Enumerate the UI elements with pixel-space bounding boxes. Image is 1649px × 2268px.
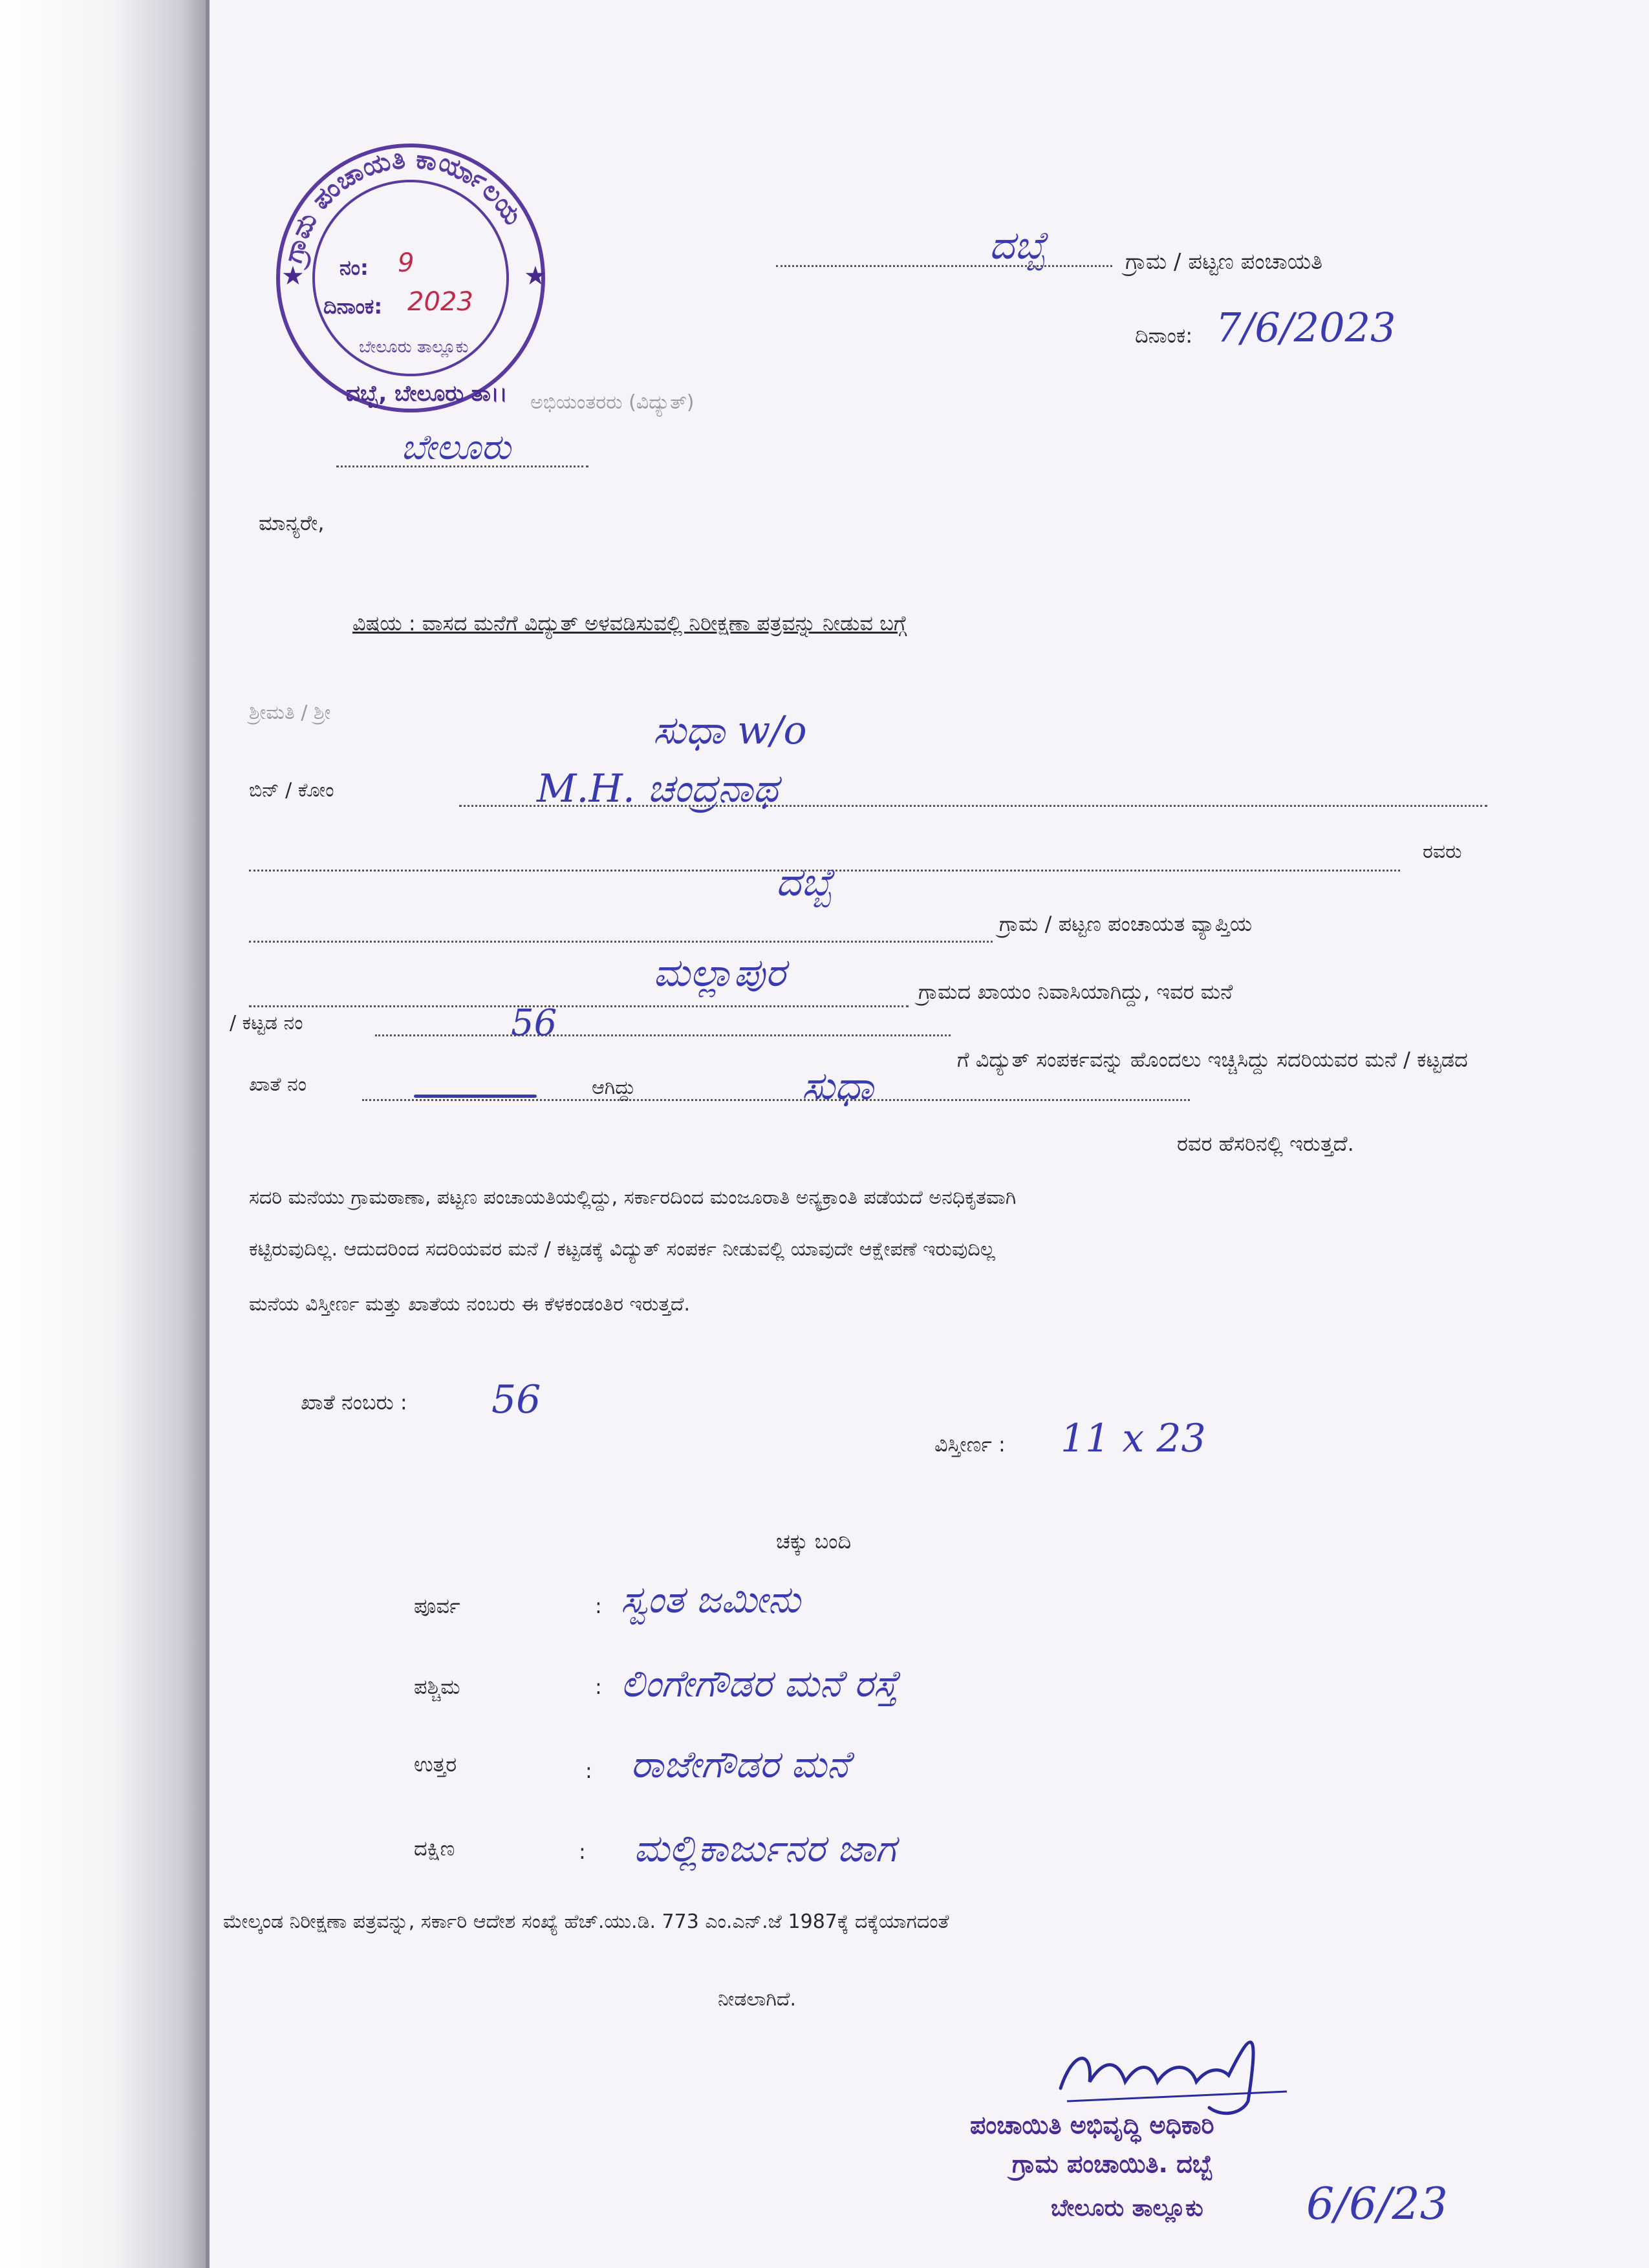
boundary-value-west: ಲಿಂಗೇಗೌಡರ ಮನೆ ರಸ್ತೆ [621,1662,898,1706]
signatory-date: 6/6/23 [1306,2179,1448,2230]
addressee-line2: ಬೇಲೂರು [401,427,511,467]
seal-date-value: 2023 [407,287,473,317]
building-label: / ಕಟ್ಟಡ ನಂ [230,1012,303,1034]
boundary-value-north: ರಾಜೇಗೌಡರ ಮನೆ [630,1742,849,1786]
khata-dotline [362,1099,1190,1101]
owner-line: ರವರ ಹೆಸರಿನಲ್ಲಿ ಇರುತ್ತದೆ. [1177,1131,1354,1156]
khata-number-value: 56 [491,1377,541,1422]
body-para2: ಕಟ್ಟಿರುವುದಿಲ್ಲ. ಆದುದರಿಂದ ಸದರಿಯವರ ಮನೆ / ಕಟ್ಟಡಕ್ಕೆ ವಿದ್ಯುತ್ ಸಂಪರ್ಕ ನೀಡುವಲ್ಲಿ ಯಾವುದೇ ಆಕ್ಷೇಪಣೆ ಇರುವುದಿಲ್ಲ [249,1238,995,1261]
boundary-colon: : [595,1674,602,1699]
boundary-colon: : [579,1839,586,1864]
village-handwritten: ದಬ್ಬೆ [989,223,1047,268]
owner-hw: ಸುಧಾ [802,1064,874,1109]
panchayat-label: ಗ್ರಾಮ / ಪಟ್ಟಣ ಪಂಚಾಯತಿ [1125,249,1323,275]
seal-lower-text: ದಬ್ಬೆ, ಬೇಲೂರು ತಾ।। [346,381,508,407]
khata-number-label: ಖಾತೆ ನಂಬರು : [301,1390,407,1415]
seal-no-label: ನಂ: [339,255,369,280]
seal-date-label: ದಿನಾಂಕ: [323,294,383,319]
khata-label-inline: ಖಾತೆ ನಂ [249,1073,307,1096]
building-dotline [375,1034,951,1036]
boundary-dir-west: ಪಶ್ಚಿಮ [414,1674,460,1699]
boundary-colon: : [595,1594,602,1618]
signatory-title: ಪಂಚಾಯಿತಿ ಅಭಿವೃದ್ಧಿ ಅಧಿಕಾರಿ [970,2111,1214,2139]
khata-dash-mark [414,1095,537,1098]
seal-no-value: 9 [398,248,415,278]
boundary-colon: : [585,1759,592,1783]
village-hw: ದಬ್ಬೆ [776,860,834,905]
shri-label: ಶ್ರೀಮತಿ / ಶ್ರೀ [249,701,331,724]
addressee-line1: ಅಭಿಯಂತರರು (ವಿದ್ಯುತ್) [530,391,695,414]
boundary-dir-east: ಪೂರ್ವ [414,1594,460,1618]
panchayat-seal [262,139,559,417]
page-binding [0,0,206,2268]
seal-ring-text: ಗ್ರಾಮ ಪಂಚಾಯತಿ ಕಾರ್ಯಾಲಯ [278,144,528,266]
connection-line: ಗೆ ವಿದ್ಯುತ್ ಸಂಪರ್ಕವನ್ನು ಹೊಂದಲು ಇಚ್ಚಿಸಿದ್ದು ಸದರಿಯವರ ಮನೆ / ಕಟ್ಟಡದ [957,1047,1468,1072]
signatory-office: ಗ್ರಾಮ ಪಂಚಾಯಿತಿ. ದಬ್ಬೆ [1012,2150,1213,2178]
bin-label: ಬಿನ್ / ಕೋಂ [249,779,334,802]
seal-star-icon: ★ [524,261,547,291]
closing-line2: ನೀಡಲಾಗಿದೆ. [718,1988,796,2011]
agiddu-label: ಆಗಿದ್ದು [592,1076,636,1099]
hamlet-dotline [249,1005,909,1007]
body-para1: ಸದರಿ ಮನೆಯು ಗ್ರಾಮಠಾಣಾ, ಪಟ್ಟಣ ಪಂಚಾಯತಿಯಲ್ಲಿದ್ದು, ಸರ್ಕಾರದಿಂದ ಮಂಜೂರಾತಿ ಅನ್ಯಕ್ರಾಂತಿ ಪಡೆಯದೆ ಅನಧಿಕೃತವಾಗಿ [249,1186,1017,1209]
seal-taluk-text: ಬೇಲೂರು ತಾಲ್ಲೂಕು [359,337,469,357]
subject-line: ವಿಷಯ : ವಾಸದ ಮನೆಗೆ ವಿದ್ಯುತ್ ಅಳವಡಿಸುವಲ್ಲಿ ನಿರೀಕ್ಷಣಾ ಪತ್ರವನ್ನು ನೀಡುವ ಬಗ್ಗೆ [352,611,907,636]
closing-line1: ಮೇಲ್ಕಂಡ ನಿರೀಕ್ಷಣಾ ಪತ್ರವನ್ನು, ಸರ್ಕಾರಿ ಆದೇಶ ಸಂಖ್ಯೆ ಹೆಚ್.ಯು.ಡಿ. 773 ಎಂ.ಎನ್.ಜೆ 1987ಕ್ಕೆ ದಕ್ಕೆಯಾಗದಂತೆ [223,1910,949,1933]
date-value: 7/6/2023 [1216,304,1396,351]
boundary-value-south: ಮಲ್ಲಿಕಾರ್ಜುನರ ಜಾಗ [634,1826,896,1870]
boundary-value-east: ಸ್ವಂತ ಜಮೀನು [621,1578,801,1621]
village-line-text: ಗ್ರಾಮ / ಪಟ್ಟಣ ಪಂಚಾಯತ ವ್ಯಾಪ್ತಿಯ [999,912,1253,936]
hamlet-hw: ಮಲ್ಲಾಪುರ [653,950,786,996]
salutation: ಮಾನ್ಯರೇ, [259,511,325,535]
body-para3: ಮನೆಯ ವಿಸ್ತೀರ್ಣ ಮತ್ತು ಖಾತೆಯ ನಂಬರು ಈ ಕೆಳಕಂಡಂತಿರ ಇರುತ್ತದೆ. [249,1293,690,1316]
applicant-name: ಸುಧಾ w/o [653,708,807,753]
ravaru-label: ರವರು [1423,840,1462,863]
signatory-taluk: ಬೇಲೂರು ತಾಲ್ಲೂಕು [1051,2195,1203,2221]
resident-line: ಗ್ರಾಮದ ಖಾಯಂ ನಿವಾಸಿಯಾಗಿದ್ದು, ಇವರ ಮನೆ [918,979,1233,1004]
building-no: 56 [511,1002,557,1044]
village-dotline [776,265,1112,267]
officer-signature [1054,2011,1300,2121]
boundaries-title: ಚಕ್ಕು ಬಂದಿ [776,1529,852,1554]
date-label: ದಿನಾಂಕ: [1135,323,1193,348]
area-label: ವಿಸ್ತೀರ್ಣ : [934,1432,1006,1457]
boundary-dir-south: ದಕ್ಷಿಣ [414,1836,455,1861]
village-line-dotline [249,941,993,943]
husband-name: M.H. ಚಂದ್ರನಾಥ [537,766,779,811]
area-value: 11 x 23 [1061,1416,1206,1461]
boundary-dir-north: ಉತ್ತರ [414,1752,457,1777]
seal-star-icon: ★ [281,261,305,291]
